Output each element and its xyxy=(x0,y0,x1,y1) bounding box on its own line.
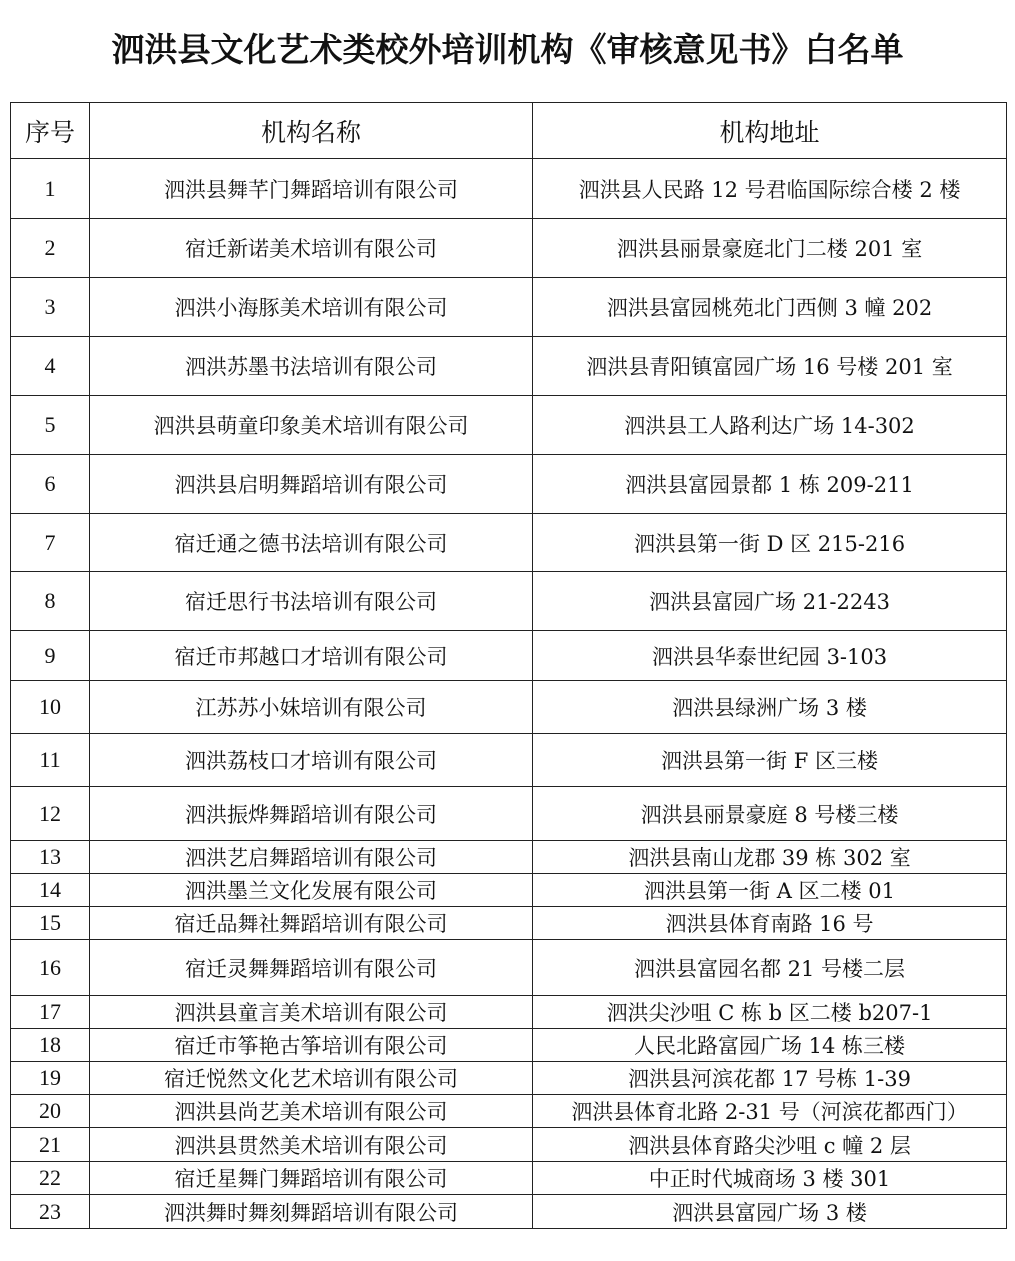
cell-serial-number: 2 xyxy=(11,219,90,278)
cell-institution-address: 泗洪县富园名都 21 号楼二层 xyxy=(533,940,1007,996)
cell-serial-number: 12 xyxy=(11,787,90,841)
table-row xyxy=(11,874,1007,907)
table-row xyxy=(11,572,1007,631)
header-serial-number: 序号 xyxy=(11,103,90,159)
table-row xyxy=(11,734,1007,787)
table-row xyxy=(11,278,1007,337)
table-row xyxy=(11,1062,1007,1095)
table-row xyxy=(11,1095,1007,1128)
table-body xyxy=(11,159,1007,1229)
cell-institution-name: 泗洪小海豚美术培训有限公司 xyxy=(90,278,533,337)
cell-institution-name: 宿迁悦然文化艺术培训有限公司 xyxy=(90,1062,533,1095)
cell-institution-name: 泗洪苏墨书法培训有限公司 xyxy=(90,337,533,396)
header-institution-name: 机构名称 xyxy=(90,103,533,159)
cell-institution-name: 泗洪舞时舞刻舞蹈培训有限公司 xyxy=(90,1195,533,1229)
cell-institution-address: 泗洪县丽景豪庭 8 号楼三楼 xyxy=(533,787,1007,841)
table-row xyxy=(11,159,1007,219)
cell-institution-address: 泗洪县人民路 12 号君临国际综合楼 2 楼 xyxy=(533,159,1007,219)
cell-serial-number: 9 xyxy=(11,631,90,681)
cell-institution-address: 中正时代城商场 3 楼 301 xyxy=(533,1162,1007,1195)
table-header xyxy=(11,103,1007,159)
cell-institution-address: 泗洪县富园景都 1 栋 209-211 xyxy=(533,455,1007,514)
table-row xyxy=(11,631,1007,681)
cell-institution-address: 泗洪县丽景豪庭北门二楼 201 室 xyxy=(533,219,1007,278)
cell-serial-number: 1 xyxy=(11,159,90,219)
cell-serial-number: 23 xyxy=(11,1195,90,1229)
table-row xyxy=(11,1029,1007,1062)
cell-serial-number: 4 xyxy=(11,337,90,396)
cell-institution-name: 泗洪县萌童印象美术培训有限公司 xyxy=(90,396,533,455)
table-row xyxy=(11,1195,1007,1229)
cell-institution-address: 泗洪县富园桃苑北门西侧 3 幢 202 xyxy=(533,278,1007,337)
cell-institution-name: 泗洪县尚艺美术培训有限公司 xyxy=(90,1095,533,1128)
cell-institution-name: 宿迁市筝艳古筝培训有限公司 xyxy=(90,1029,533,1062)
cell-institution-address: 泗洪县河滨花都 17 号栋 1-39 xyxy=(533,1062,1007,1095)
header-row xyxy=(11,103,1007,159)
cell-serial-number: 11 xyxy=(11,734,90,787)
whitelist-table xyxy=(10,102,1007,1229)
cell-serial-number: 21 xyxy=(11,1128,90,1162)
table-row xyxy=(11,681,1007,734)
cell-institution-name: 泗洪县舞芊门舞蹈培训有限公司 xyxy=(90,159,533,219)
cell-institution-name: 泗洪荔枝口才培训有限公司 xyxy=(90,734,533,787)
cell-institution-address: 泗洪县体育北路 2-31 号（河滨花都西门） xyxy=(533,1095,1007,1128)
cell-serial-number: 8 xyxy=(11,572,90,631)
cell-serial-number: 13 xyxy=(11,841,90,874)
cell-institution-name: 泗洪县童言美术培训有限公司 xyxy=(90,996,533,1029)
cell-institution-address: 泗洪县第一街 D 区 215-216 xyxy=(533,514,1007,572)
cell-serial-number: 15 xyxy=(11,907,90,940)
cell-institution-name: 泗洪墨兰文化发展有限公司 xyxy=(90,874,533,907)
table-row xyxy=(11,996,1007,1029)
table-row xyxy=(11,940,1007,996)
cell-institution-name: 宿迁市邦越口才培训有限公司 xyxy=(90,631,533,681)
cell-serial-number: 7 xyxy=(11,514,90,572)
cell-institution-name: 江苏苏小妹培训有限公司 xyxy=(90,681,533,734)
cell-institution-name: 泗洪艺启舞蹈培训有限公司 xyxy=(90,841,533,874)
cell-institution-address: 泗洪县第一街 F 区三楼 xyxy=(533,734,1007,787)
cell-institution-address: 人民北路富园广场 14 栋三楼 xyxy=(533,1029,1007,1062)
cell-serial-number: 22 xyxy=(11,1162,90,1195)
table-row xyxy=(11,907,1007,940)
cell-institution-address: 泗洪县华泰世纪园 3-103 xyxy=(533,631,1007,681)
cell-serial-number: 14 xyxy=(11,874,90,907)
cell-institution-name: 宿迁星舞门舞蹈培训有限公司 xyxy=(90,1162,533,1195)
cell-institution-name: 宿迁品舞社舞蹈培训有限公司 xyxy=(90,907,533,940)
cell-serial-number: 19 xyxy=(11,1062,90,1095)
cell-serial-number: 10 xyxy=(11,681,90,734)
header-institution-address: 机构地址 xyxy=(533,103,1007,159)
cell-institution-address: 泗洪县体育南路 16 号 xyxy=(533,907,1007,940)
cell-institution-address: 泗洪县绿洲广场 3 楼 xyxy=(533,681,1007,734)
cell-institution-name: 宿迁新诺美术培训有限公司 xyxy=(90,219,533,278)
cell-institution-address: 泗洪县工人路利达广场 14-302 xyxy=(533,396,1007,455)
cell-institution-address: 泗洪县第一街 A 区二楼 01 xyxy=(533,874,1007,907)
table-row xyxy=(11,1128,1007,1162)
table-row xyxy=(11,219,1007,278)
cell-institution-address: 泗洪县富园广场 21-2243 xyxy=(533,572,1007,631)
cell-serial-number: 20 xyxy=(11,1095,90,1128)
table-row xyxy=(11,455,1007,514)
cell-serial-number: 16 xyxy=(11,940,90,996)
table-row xyxy=(11,1162,1007,1195)
page-title: 泗洪县文化艺术类校外培训机构《审核意见书》白名单 xyxy=(111,30,904,69)
cell-institution-name: 泗洪振烨舞蹈培训有限公司 xyxy=(90,787,533,841)
cell-institution-address: 泗洪县体育路尖沙咀 c 幢 2 层 xyxy=(533,1128,1007,1162)
table-row xyxy=(11,514,1007,572)
table-row xyxy=(11,787,1007,841)
cell-institution-address: 泗洪县青阳镇富园广场 16 号楼 201 室 xyxy=(533,337,1007,396)
cell-serial-number: 6 xyxy=(11,455,90,514)
cell-institution-name: 泗洪县贯然美术培训有限公司 xyxy=(90,1128,533,1162)
cell-institution-name: 宿迁灵舞舞蹈培训有限公司 xyxy=(90,940,533,996)
cell-institution-name: 宿迁思行书法培训有限公司 xyxy=(90,572,533,631)
cell-serial-number: 3 xyxy=(11,278,90,337)
cell-institution-name: 宿迁通之德书法培训有限公司 xyxy=(90,514,533,572)
cell-institution-address: 泗洪县富园广场 3 楼 xyxy=(533,1195,1007,1229)
cell-serial-number: 18 xyxy=(11,1029,90,1062)
cell-serial-number: 17 xyxy=(11,996,90,1029)
cell-institution-address: 泗洪县南山龙郡 39 栋 302 室 xyxy=(533,841,1007,874)
table-row xyxy=(11,396,1007,455)
table-row xyxy=(11,337,1007,396)
cell-institution-name: 泗洪县启明舞蹈培训有限公司 xyxy=(90,455,533,514)
table-row xyxy=(11,841,1007,874)
cell-institution-address: 泗洪尖沙咀 C 栋 b 区二楼 b207-1 xyxy=(533,996,1007,1029)
cell-serial-number: 5 xyxy=(11,396,90,455)
